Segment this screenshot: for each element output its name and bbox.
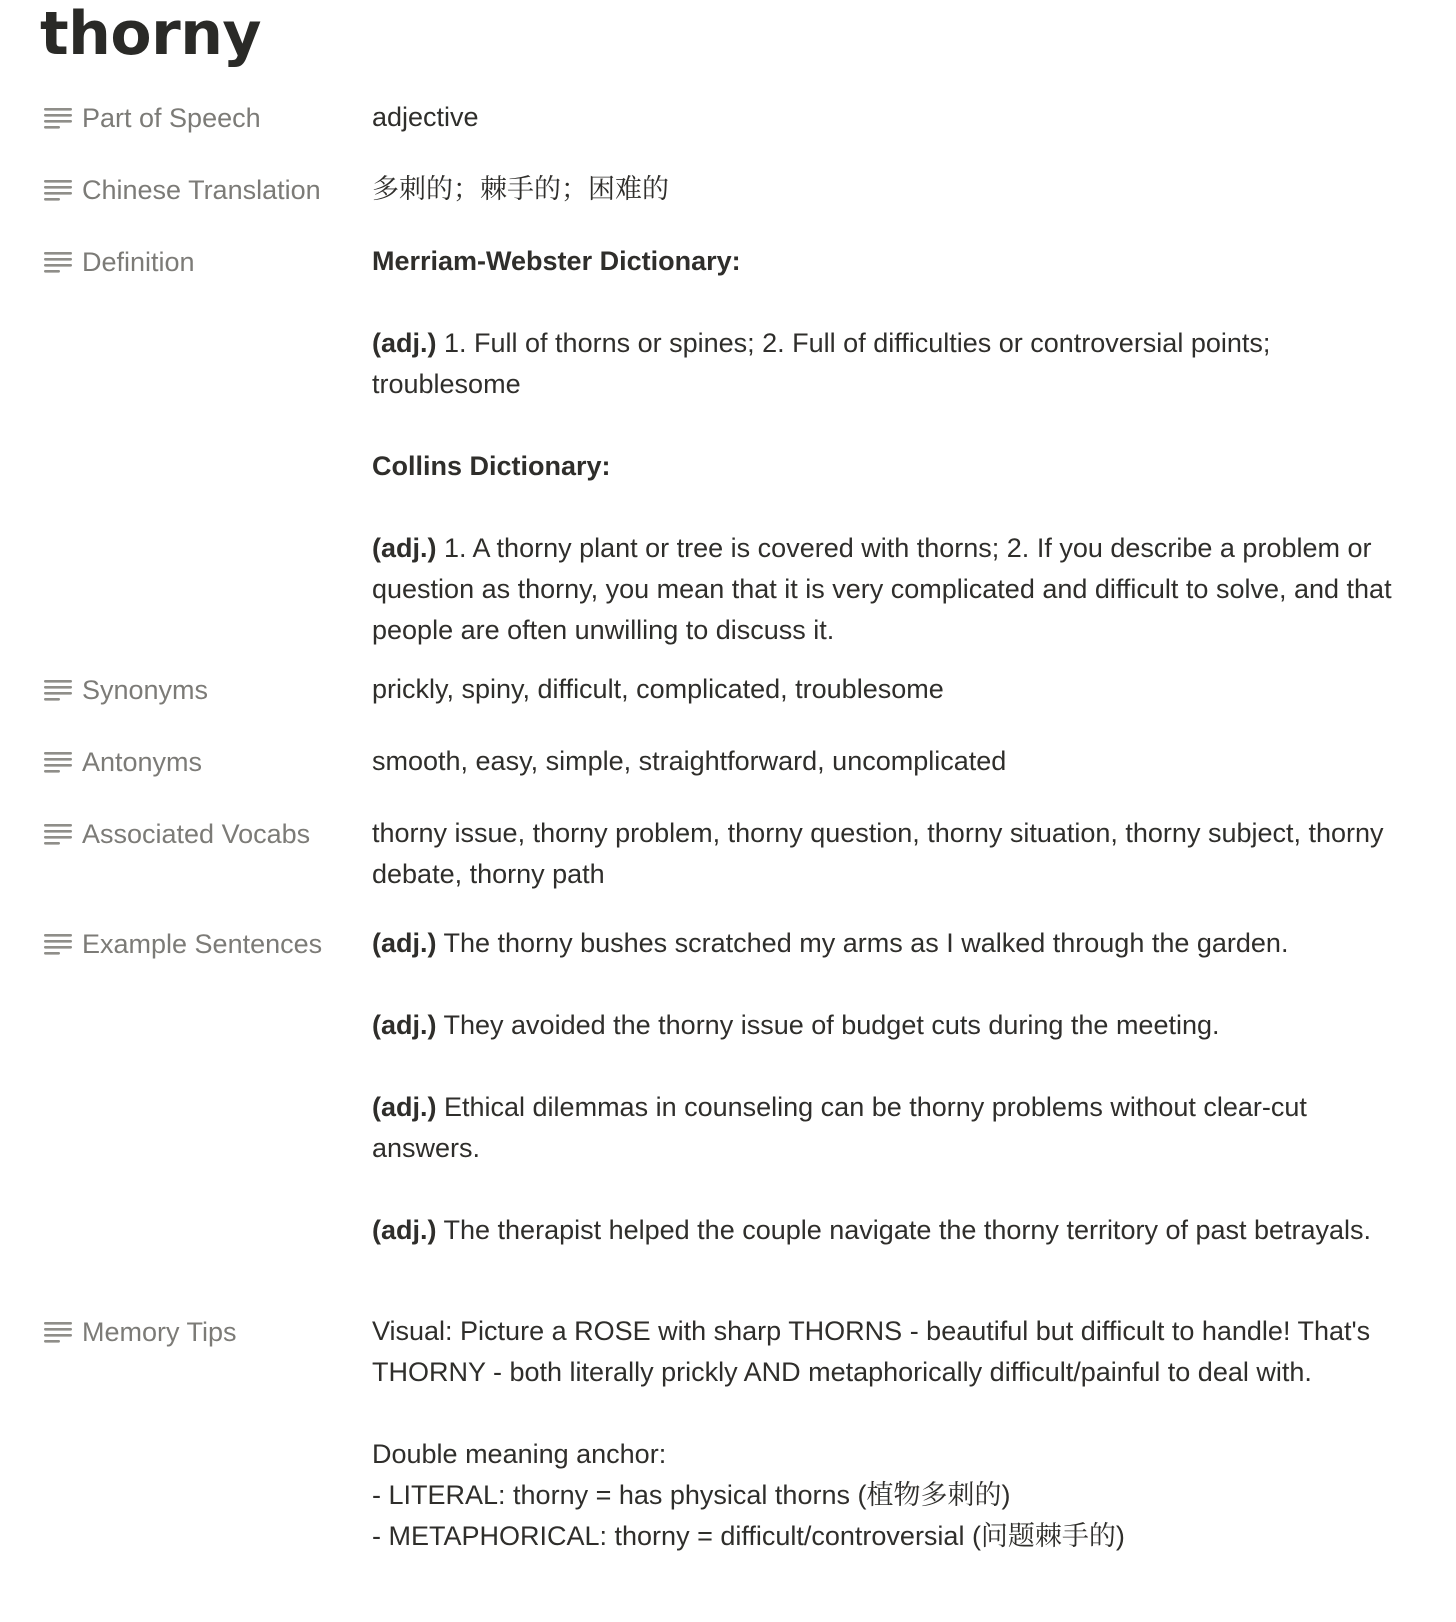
text-lines-icon [44,823,73,845]
property-value-associated-vocabs[interactable] [372,813,1417,895]
property-value-definition[interactable] [372,241,1417,651]
pos-tag: (adj.) [372,1010,437,1040]
pos-tag: (adj.) [372,928,437,958]
text-lines-icon [44,933,73,955]
example-sentence [372,1005,1417,1046]
definition-collins-heading: Collins Dictionary: [372,451,611,481]
property-label-text: Memory Tips [82,1316,237,1347]
example-sentence-text: The therapist helped the couple navigate the thorny territory of past betrayals. [436,1215,1372,1245]
example-sentence-text: They avoided the thorny issue of budget cuts during the meeting. [436,1010,1220,1040]
pos-tag: (adj.) [372,1092,437,1122]
property-value-chinese-translation[interactable] [372,169,1417,210]
pos-tag: (adj.) [372,533,437,563]
chinese-translation-value: 多刺的；棘手的；困难的 [372,174,669,204]
synonyms-value: prickly, spiny, difficult, complicated, troublesome [372,674,944,704]
memory-tip-visual: Visual: Picture a ROSE with sharp THORNS - beautiful but difficult to handle! That's THORNY - both literally prickly AND metaphorically difficult/painful to deal with. [372,1316,1371,1387]
text-lines-icon [44,107,73,129]
definition-mw-entry [372,323,1417,405]
property-label-text: Synonyms [82,674,209,705]
definition-collins-entry [372,528,1417,651]
memory-tip-literal: - LITERAL: thorny = has physical thorns (植物多刺的) [372,1480,1011,1510]
property-label-antonyms[interactable] [44,744,202,780]
property-label-text: Antonyms [82,746,203,777]
property-value-part-of-speech[interactable] [372,97,1417,138]
property-label-text: Example Sentences [82,928,323,959]
property-value-example-sentences[interactable] [372,923,1417,1251]
definition-mw-text: 1. Full of thorns or spines; 2. Full of difficulties or controversial points; troublesome [372,328,1271,399]
example-sentence [372,923,1417,964]
example-sentence-text: Ethical dilemmas in counseling can be thorny problems without clear-cut answers. [372,1092,1307,1163]
property-label-definition[interactable] [44,244,195,280]
antonyms-value: smooth, easy, simple, straightforward, uncomplicated [372,746,1007,776]
property-label-synonyms[interactable] [44,672,208,708]
pos-tag: (adj.) [372,328,437,358]
property-label-part-of-speech[interactable] [44,100,261,136]
memory-tip-anchor-heading: Double meaning anchor: [372,1439,667,1469]
example-sentence [372,1210,1417,1251]
associated-vocabs-value: thorny issue, thorny problem, thorny question, thorny situation, thorny subject, thorny debate, thorny path [372,818,1384,889]
property-label-memory-tips[interactable] [44,1314,237,1350]
property-value-antonyms[interactable] [372,741,1417,782]
example-sentence [372,1087,1417,1169]
definition-mw-heading: Merriam-Webster Dictionary: [372,246,741,276]
text-lines-icon [44,179,73,201]
text-lines-icon [44,751,73,773]
part-of-speech-value: adjective [372,102,479,132]
property-label-text: Definition [82,246,195,277]
text-lines-icon [44,251,73,273]
example-sentence-text: The thorny bushes scratched my arms as I walked through the garden. [436,928,1289,958]
page-title[interactable]: thorny [40,0,262,69]
property-label-chinese-translation[interactable] [44,172,321,208]
property-value-memory-tips[interactable] [372,1311,1417,1557]
property-label-text: Associated Vocabs [82,818,311,849]
definition-collins-text: 1. A thorny plant or tree is covered with thorns; 2. If you describe a problem or question as thorny, you mean that it is very complicated and difficult to solve, and that people are often unwilling to discuss it. [372,533,1392,645]
property-label-text: Chinese Translation [82,174,321,205]
text-lines-icon [44,1321,73,1343]
property-label-example-sentences[interactable] [44,926,322,962]
memory-tip-metaphorical: - METAPHORICAL: thorny = difficult/controversial (问题棘手的) [372,1521,1125,1551]
pos-tag: (adj.) [372,1215,437,1245]
property-label-associated-vocabs[interactable] [44,816,310,852]
property-value-synonyms[interactable] [372,669,1417,710]
property-label-text: Part of Speech [82,102,261,133]
text-lines-icon [44,679,73,701]
